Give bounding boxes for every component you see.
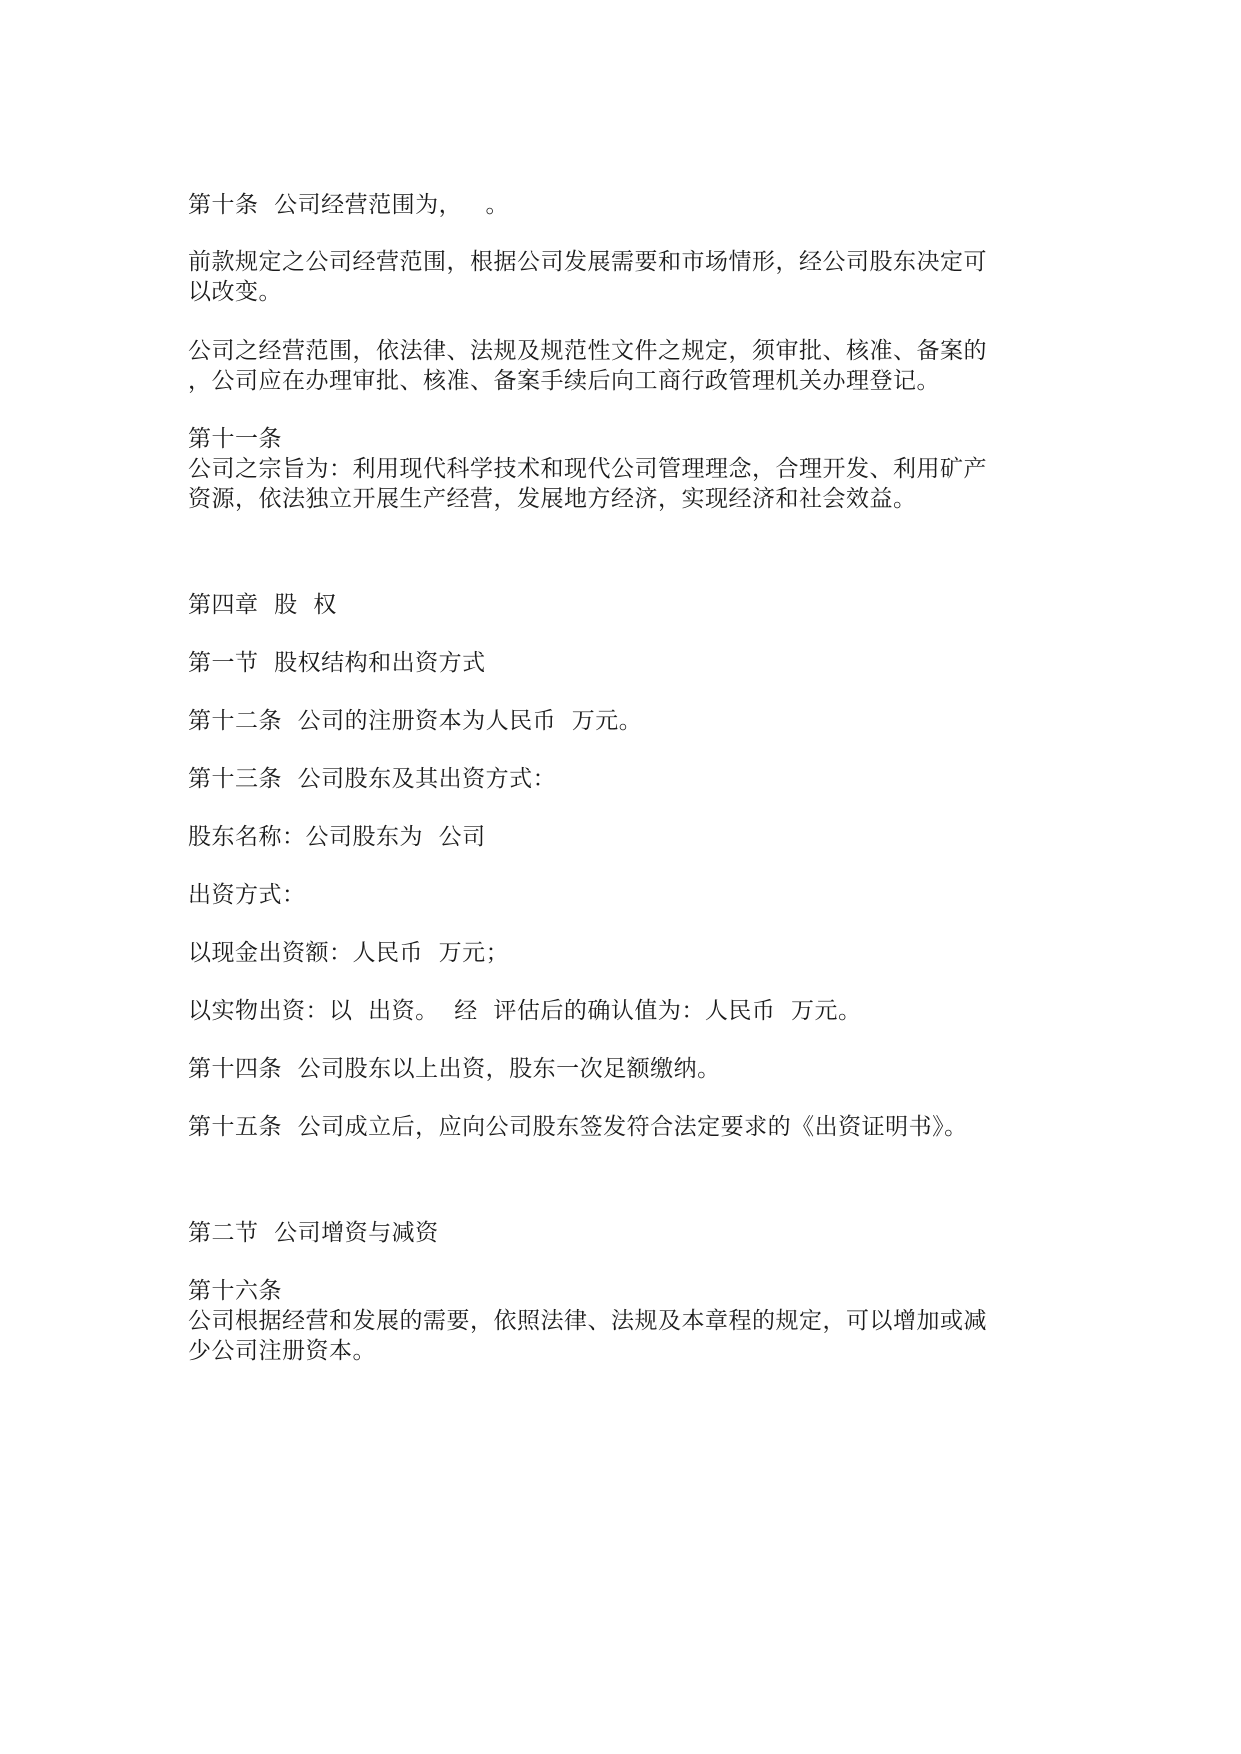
article-14: 第十四条 公司股东以上出资，股东一次足额缴纳。 <box>188 1056 721 1082</box>
section-1-title: 第一节 股权结构和出资方式 <box>188 650 486 676</box>
article-13: 第十三条 公司股东及其出资方式： <box>188 766 557 792</box>
article-10-para2-line1: 公司之经营范围，依法律、法规及规范性文件之规定，须审批、核准、备案的 <box>188 338 987 364</box>
in-kind-contribution: 以实物出资：以 出资。 经 评估后的确认值为：人民币 万元。 <box>188 998 862 1024</box>
cash-contribution: 以现金出资额：人民币 万元； <box>188 940 510 966</box>
section-2-title: 第二节 公司增资与减资 <box>188 1220 439 1246</box>
contribution-method: 出资方式： <box>188 882 306 908</box>
shareholder-name: 股东名称：公司股东为 公司 <box>188 824 486 850</box>
article-10-para1-line1: 前款规定之公司经营范围，根据公司发展需要和市场情形，经公司股东决定可 <box>188 249 987 275</box>
article-10-para1-line2: 以改变。 <box>188 279 282 305</box>
article-11-line2: 资源，依法独立开展生产经营，发展地方经济，实现经济和社会效益。 <box>188 486 917 512</box>
article-10-para2-line2: ，公司应在办理审批、核准、备案手续后向工商行政管理机关办理登记。 <box>188 368 940 394</box>
article-11-heading: 第十一条 <box>188 426 282 452</box>
article-16-heading: 第十六条 <box>188 1278 282 1304</box>
article-16-line1: 公司根据经营和发展的需要，依照法律、法规及本章程的规定，可以增加或减 <box>188 1308 987 1334</box>
chapter-4-title: 第四章 股 权 <box>188 592 337 618</box>
article-16-line2: 少公司注册资本。 <box>188 1338 376 1364</box>
article-11-line1: 公司之宗旨为：利用现代科学技术和现代公司管理理念，合理开发、利用矿产 <box>188 456 987 482</box>
article-12: 第十二条 公司的注册资本为人民币 万元。 <box>188 708 643 734</box>
article-10-heading: 第十条 公司经营范围为， 。 <box>188 192 510 218</box>
article-15: 第十五条 公司成立后，应向公司股东签发符合法定要求的《出资证明书》。 <box>188 1114 968 1140</box>
